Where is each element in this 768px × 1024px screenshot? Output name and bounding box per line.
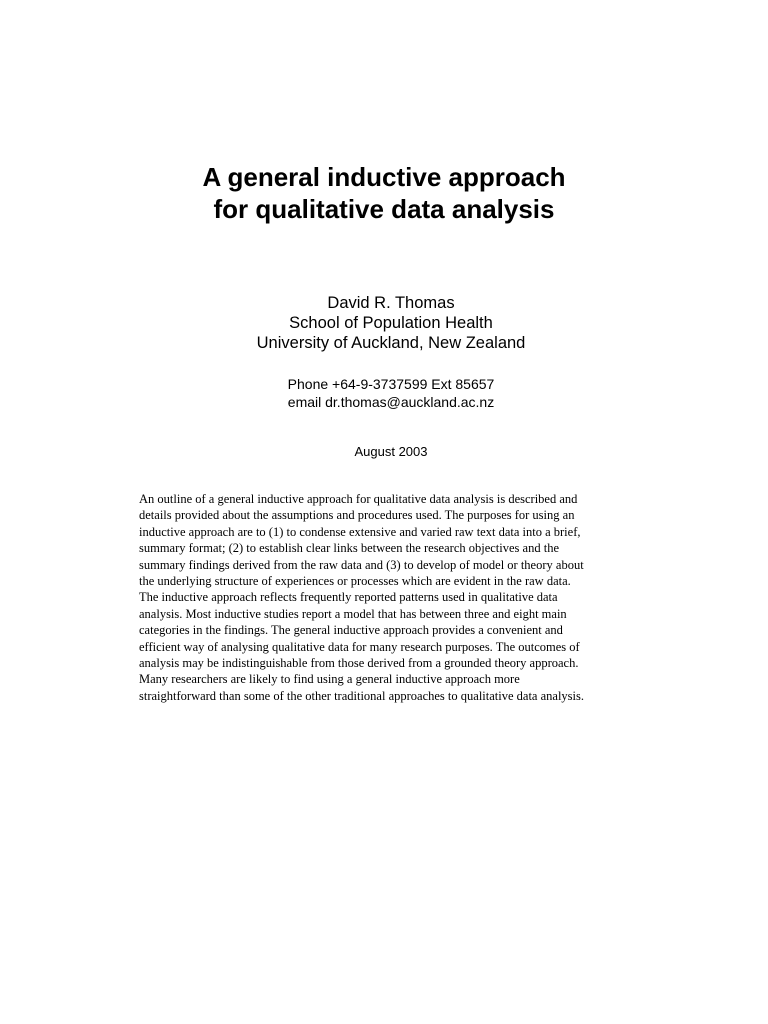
abstract-paragraph xyxy=(139,491,659,704)
abstract-line: analysis. Most inductive studies report a model that has between three and eight main xyxy=(139,606,567,621)
abstract-line: details provided about the assumptions and procedures used. The purposes for using an xyxy=(139,508,575,523)
abstract-line: The inductive approach reflects frequently reported patterns used in qualitative data xyxy=(139,590,558,605)
author-department: School of Population Health xyxy=(289,314,493,332)
author-block xyxy=(0,293,768,353)
contact-email: email dr.thomas@auckland.ac.nz xyxy=(287,394,495,410)
abstract-line: categories in the findings. The general inductive approach provides a convenient and xyxy=(139,623,563,638)
author-name: David R. Thomas xyxy=(327,294,455,312)
contact-phone: Phone +64-9-3737599 Ext 85657 xyxy=(287,376,495,392)
abstract-line: summary format; (2) to establish clear links between the research objectives and the xyxy=(139,541,559,556)
title-line-1: A general inductive approach xyxy=(202,162,566,192)
paper-title xyxy=(0,161,768,225)
abstract-line: Many researchers are likely to find using a general inductive approach more xyxy=(139,672,520,687)
abstract-line: straightforward than some of the other traditional approaches to qualitative data analysis. xyxy=(139,688,584,703)
publication-date: August 2003 xyxy=(354,444,428,459)
abstract-line: An outline of a general inductive approach for qualitative data analysis is described and xyxy=(139,492,578,506)
abstract-line: analysis may be indistinguishable from those derived from a grounded theory approach. xyxy=(139,656,579,671)
title-line-2: for qualitative data analysis xyxy=(213,194,555,224)
abstract-line: inductive approach are to (1) to condense extensive and varied raw text data into a brief, xyxy=(139,524,581,539)
abstract-line: the underlying structure of experiences or processes which are evident in the raw data. xyxy=(139,574,571,589)
author-university: University of Auckland, New Zealand xyxy=(256,334,526,352)
contact-block xyxy=(0,375,768,411)
abstract-line: summary findings derived from the raw data and (3) to develop of model or theory about xyxy=(139,557,584,572)
abstract-line: efficient way of analysing qualitative data for many research purposes. The outcomes of xyxy=(139,639,580,654)
